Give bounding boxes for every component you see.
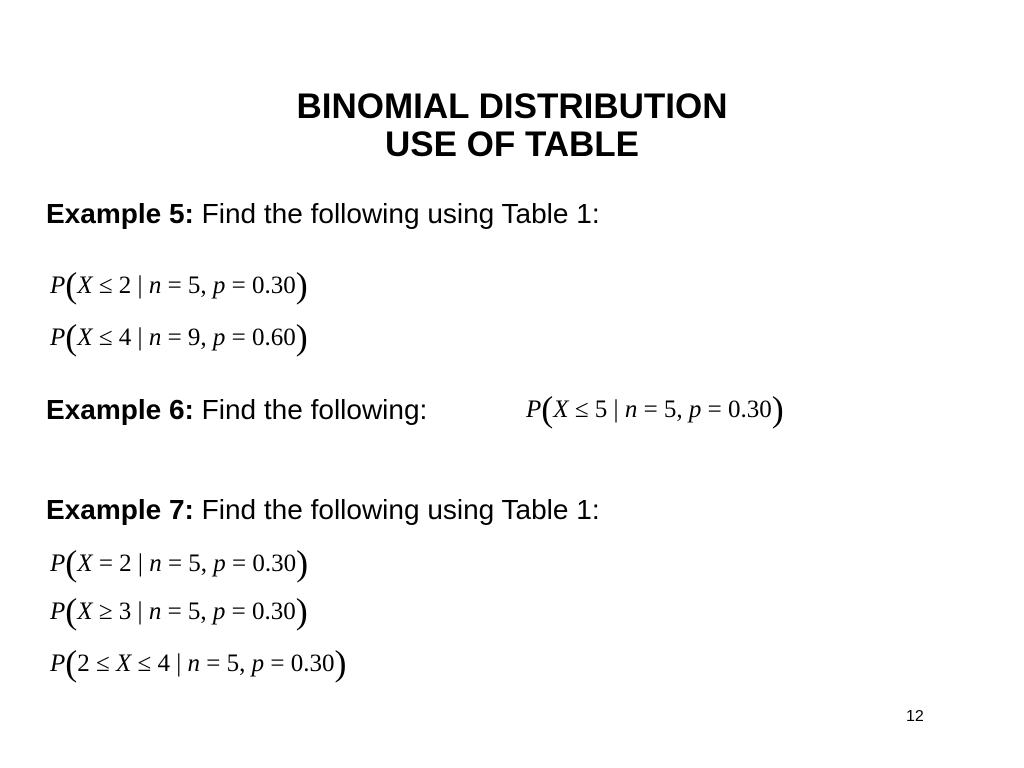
example-5-label: Example 5: <box>46 198 194 229</box>
example-5-formula-2: P(X ≤ 4 | n = 9, p = 0.60) <box>50 317 308 357</box>
example-7-formula-3: P(2 ≤ X ≤ 4 | n = 5, p = 0.30) <box>50 643 347 683</box>
example-5-heading <box>46 198 600 230</box>
title-line-2: USE OF TABLE <box>384 125 640 164</box>
page-number: 12 <box>906 708 924 725</box>
example-6-heading <box>46 394 427 426</box>
example-7-formula-2: P(X ≥ 3 | n = 5, p = 0.30) <box>50 591 308 631</box>
example-6-label: Example 6: <box>46 394 194 425</box>
title-line-1: BINOMIAL DISTRIBUTION <box>296 87 728 126</box>
example-7-formula-1: P(X = 2 | n = 5, p = 0.30) <box>50 543 309 583</box>
example-7-text: Find the following using Table 1: <box>193 494 600 525</box>
example-5-text: Find the following using Table 1: <box>193 198 600 229</box>
example-7-heading <box>46 494 600 526</box>
example-6-text: Find the following: <box>193 394 428 425</box>
example-7-label: Example 7: <box>46 494 194 525</box>
example-6-formula-1: P(X ≤ 5 | n = 5, p = 0.30) <box>526 389 784 429</box>
slide-title <box>0 88 1024 164</box>
example-5-formula-1: P(X ≤ 2 | n = 5, p = 0.30) <box>50 265 308 305</box>
